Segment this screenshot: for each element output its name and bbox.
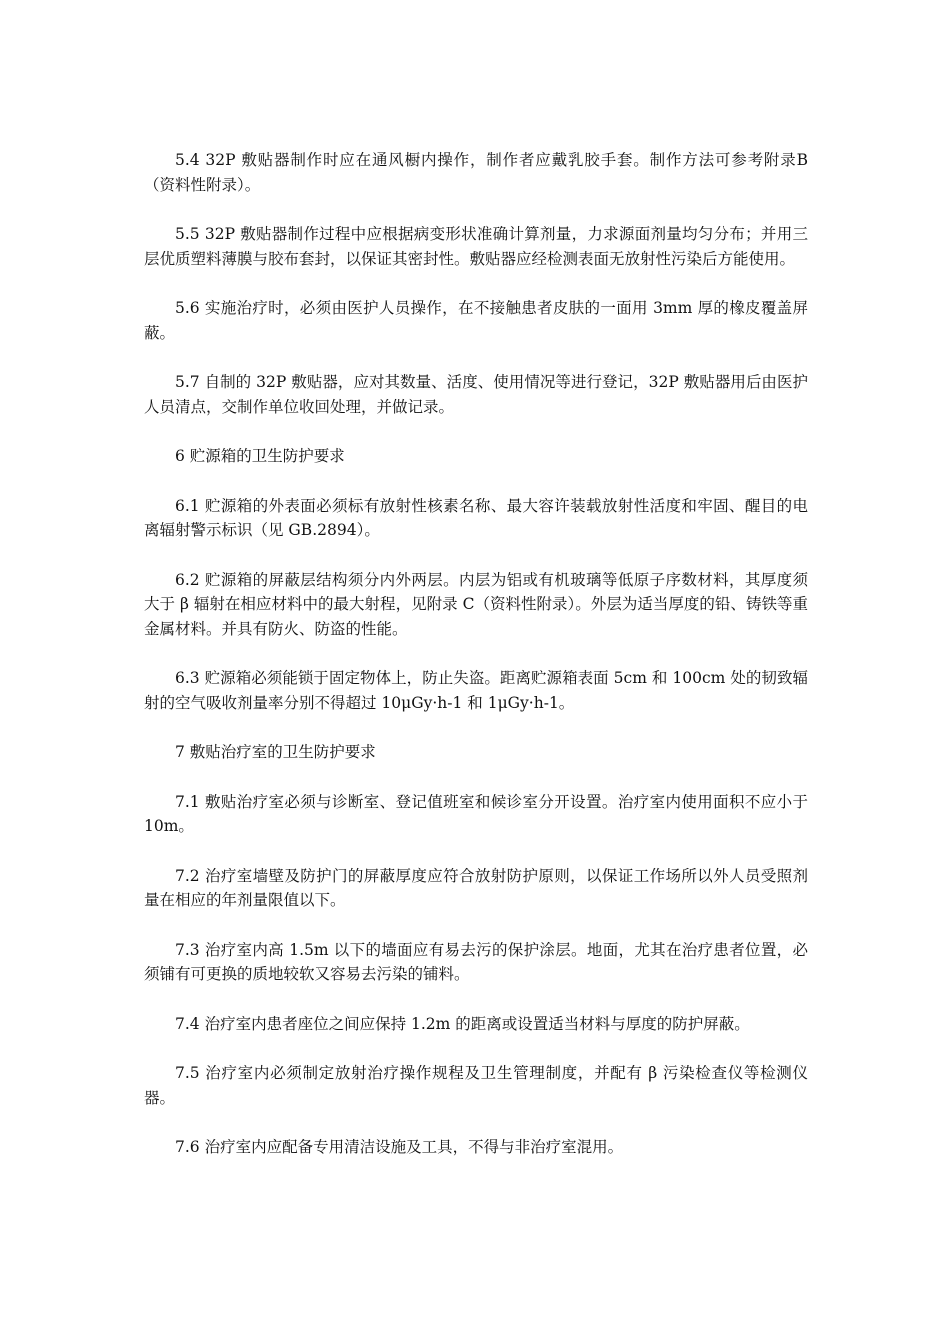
- paragraph-6-2: 6.2 贮源箱的屏蔽层结构须分内外两层。内层为铝或有机玻璃等低原子序数材料，其厚度须大于 β 辐射在相应材料中的最大射程，见附录 C（资料性附录）。外层为适当厚度的铅、铸铁等重金属材料。并具有防火、防盗的性能。: [144, 570, 808, 638]
- paragraph-5-5: 5.5 32P 敷贴器制作过程中应根据病变形状准确计算剂量，力求源面剂量均匀分布；并用三层优质塑料薄膜与胶布套封，以保证其密封性。敷贴器应经检测表面无放射性污染后方能使用。: [144, 225, 808, 268]
- paragraph-7-4: 7.4 治疗室内患者座位之间应保持 1.2m 的距离或设置适当材料与厚度的防护屏蔽。: [175, 1014, 750, 1033]
- section-heading-6: 6 贮源箱的卫生防护要求: [175, 447, 345, 465]
- section-heading-7: 7 敷贴治疗室的卫生防护要求: [175, 743, 376, 761]
- paragraph-7-1: 7.1 敷贴治疗室必须与诊断室、登记值班室和候诊室分开设置。治疗室内使用面积不应小于 10m。: [144, 792, 808, 835]
- paragraph-7-6: 7.6 治疗室内应配备专用清洁设施及工具，不得与非治疗室混用。: [175, 1138, 624, 1156]
- paragraph-7-3: 7.3 治疗室内高 1.5m 以下的墙面应有易去污的保护涂层。地面，尤其在治疗患者位置，必须铺有可更换的质地较软又容易去污染的铺料。: [144, 940, 808, 983]
- document-body: [144, 148, 808, 1185]
- paragraph-5-4: 5.4 32P 敷贴器制作时应在通风橱内操作，制作者应戴乳胶手套。制作方法可参考附录B（资料性附录）。: [144, 151, 808, 194]
- paragraph-7-2: 7.2 治疗室墙壁及防护门的屏蔽厚度应符合放射防护原则，以保证工作场所以外人员受照剂量在相应的年剂量限值以下。: [144, 866, 808, 909]
- paragraph-5-7: 5.7 自制的 32P 敷贴器，应对其数量、活度、使用情况等进行登记，32P 敷贴器用后由医护人员清点，交制作单位收回处理，并做记录。: [144, 373, 808, 416]
- paragraph-6-1: 6.1 贮源箱的外表面必须标有放射性核素名称、最大容许装载放射性活度和牢固、醒目的电离辐射警示标识（见 GB.2894）。: [144, 496, 808, 539]
- paragraph-5-6: 5.6 实施治疗时，必须由医护人员操作，在不接触患者皮肤的一面用 3mm 厚的橡皮覆盖屏蔽。: [144, 299, 808, 342]
- paragraph-6-3: 6.3 贮源箱必须能锁于固定物体上，防止失盗。距离贮源箱表面 5cm 和 100cm 处的韧致辐射的空气吸收剂量率分别不得超过 10μGy·h-1 和 1μGy·h-1。: [144, 669, 808, 712]
- paragraph-7-5: 7.5 治疗室内必须制定放射治疗操作规程及卫生管理制度，并配有 β 污染检查仪等检测仪器。: [144, 1064, 808, 1107]
